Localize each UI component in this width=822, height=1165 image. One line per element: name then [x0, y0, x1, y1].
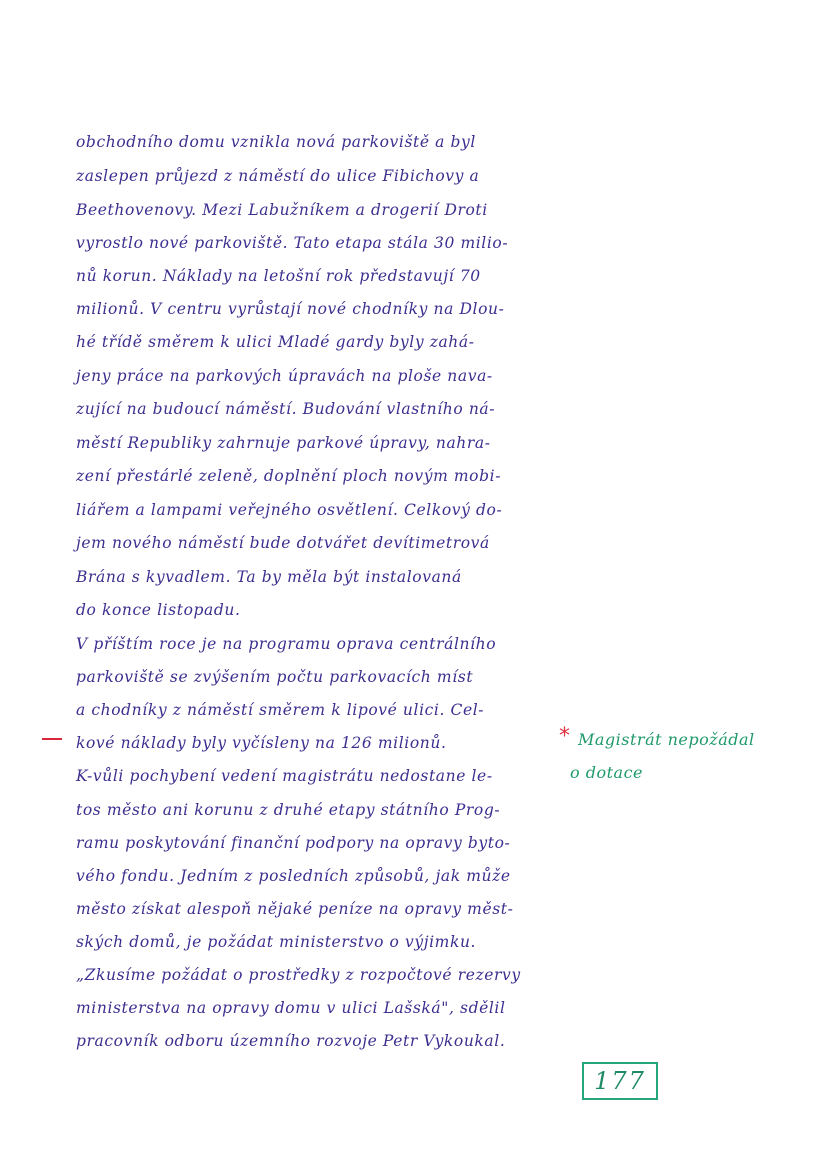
- text-line: zení přestárlé zeleně, doplnění ploch novým mobi-: [76, 467, 502, 485]
- text-line: jem nového náměstí bude dotvářet devítimetrová: [76, 534, 490, 552]
- text-line: ramu poskytování finanční podpory na opravy byto-: [76, 834, 511, 852]
- text-line: ských domů, je požádat ministerstvo o výjimku.: [76, 933, 477, 951]
- page-number-box: [582, 1062, 658, 1100]
- text-line: město získat alespoň nějaké peníze na opravy měst-: [76, 900, 514, 918]
- text-line: vého fondu. Jedním z posledních způsobů, jak může: [76, 867, 511, 885]
- page-number: 177: [594, 1067, 646, 1095]
- text-line: hé třídě směrem k ulici Mladé gardy byly zahá-: [76, 333, 475, 351]
- text-line: parkoviště se zvýšením počtu parkovacích míst: [76, 668, 474, 686]
- text-line: V příštím roce je na programu oprava centrálního: [76, 635, 497, 653]
- text-line: nů korun. Náklady na letošní rok představují 70: [76, 267, 481, 285]
- text-line: Brána s kyvadlem. Ta by měla být instalovaná: [76, 568, 462, 586]
- margin-note-line-1: Magistrát nepožádal: [578, 730, 755, 749]
- text-line: městí Republiky zahrnuje parkové úpravy, nahra-: [76, 434, 491, 452]
- text-line: liářem a lampami veřejného osvětlení. Celkový do-: [76, 501, 503, 519]
- text-line: pracovník odboru územního rozvoje Petr Vykoukal.: [76, 1032, 506, 1050]
- text-line: Beethovenovy. Mezi Labužníkem a drogerií Droti: [76, 201, 488, 219]
- margin-note-line-2: o dotace: [570, 763, 643, 782]
- text-line: milionů. V centru vyrůstají nové chodníky na Dlou-: [76, 300, 505, 318]
- text-line: K-vůli pochybení vedení magistrátu nedostane le-: [76, 767, 493, 785]
- text-line: zaslepen průjezd z náměstí do ulice Fibichovy a: [76, 167, 480, 185]
- text-line: do konce listopadu.: [76, 601, 241, 619]
- text-line: obchodního domu vznikla nová parkoviště a byl: [76, 133, 476, 151]
- text-line: „Zkusíme požádat o prostředky z rozpočtové rezervy: [76, 966, 521, 984]
- text-line: kové náklady byly vyčísleny na 126 milionů.: [76, 734, 447, 752]
- margin-dash-mark: [42, 738, 62, 740]
- text-line: jeny práce na parkových úpravách na ploše nava-: [76, 367, 493, 385]
- text-line: zující na budoucí náměstí. Budování vlastního ná-: [76, 400, 496, 418]
- text-line: a chodníky z náměstí směrem k lipové ulici. Cel-: [76, 701, 485, 719]
- asterisk-marker: *: [559, 724, 570, 749]
- text-line: tos město ani korunu z druhé etapy státního Prog-: [76, 801, 501, 819]
- text-line: ministerstva na opravy domu v ulici Lašská", sdělil: [76, 999, 506, 1017]
- text-line: vyrostlo nové parkoviště. Tato etapa stála 30 milio-: [76, 234, 509, 252]
